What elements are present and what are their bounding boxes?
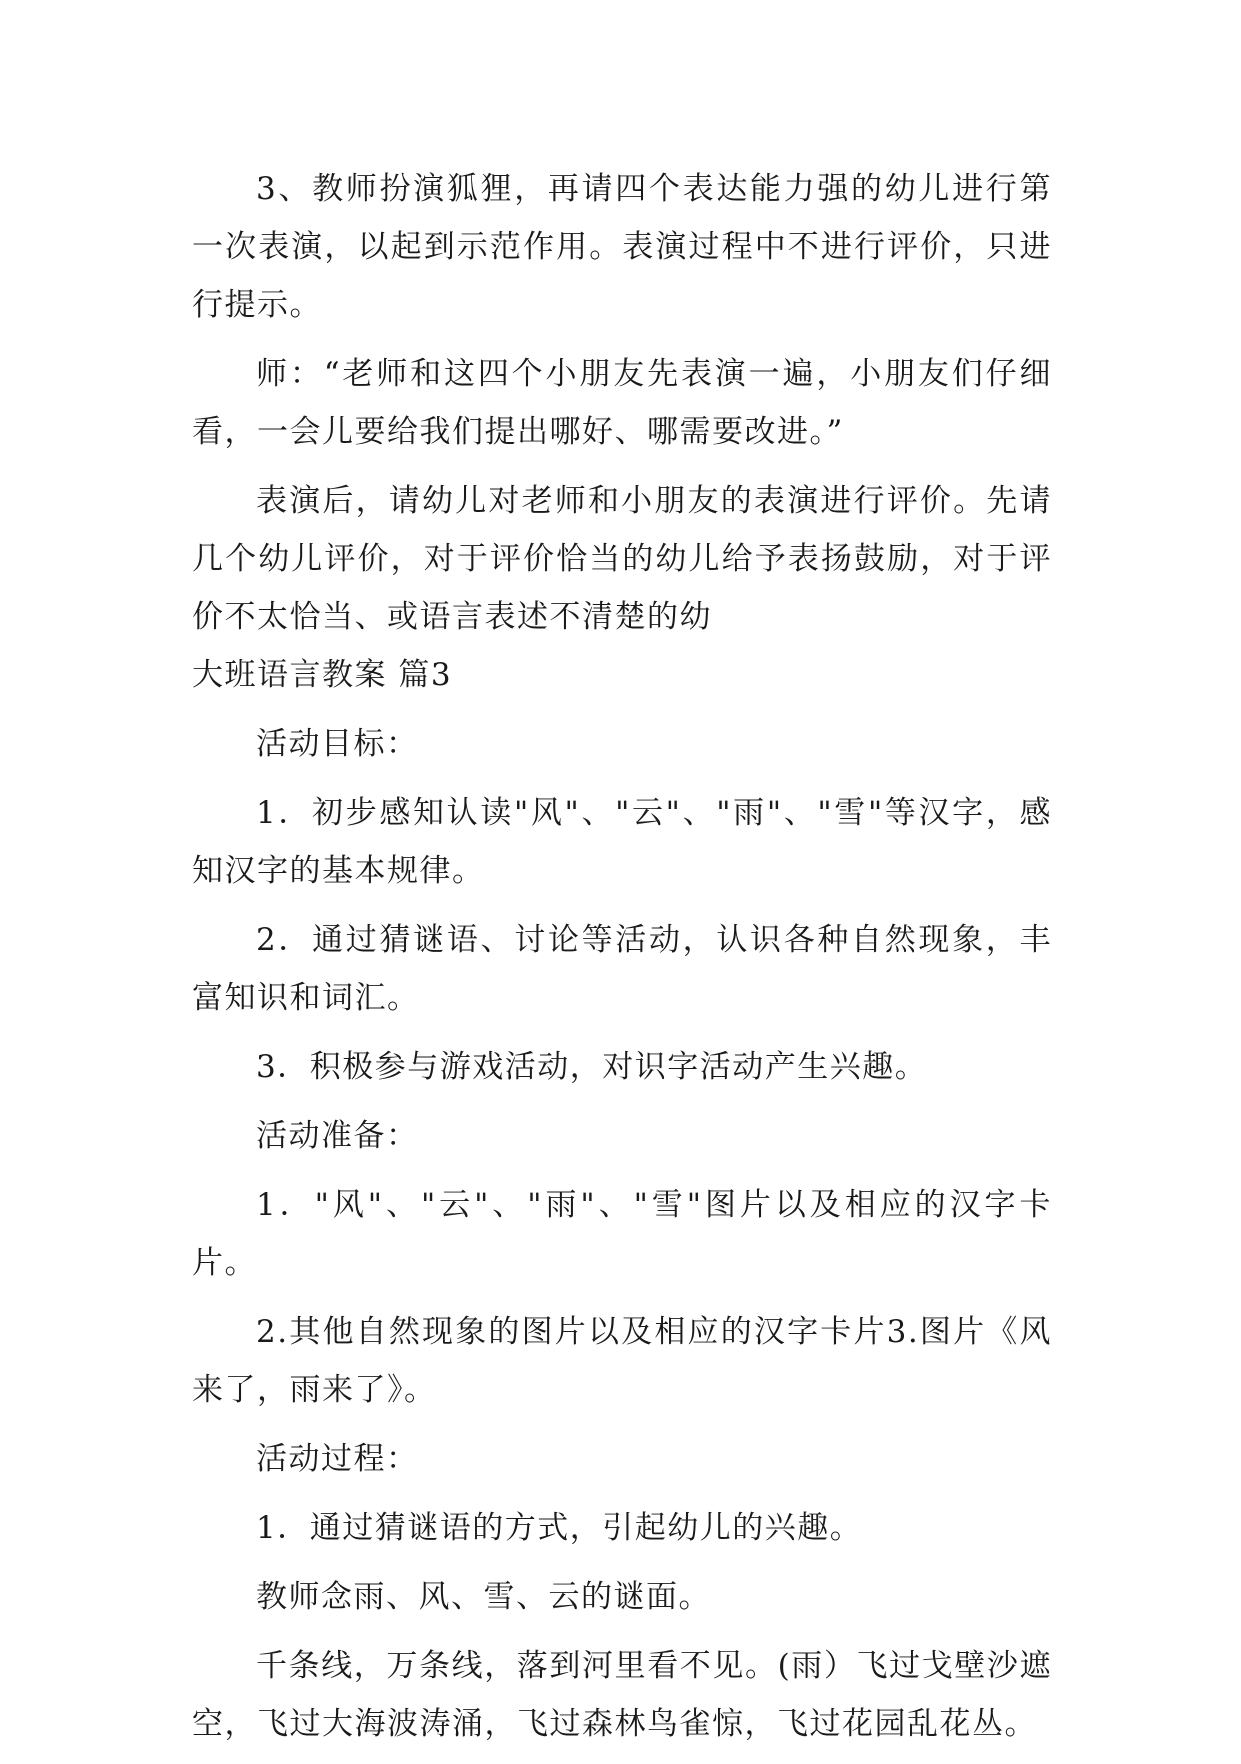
process-item-1: 1．通过猜谜语的方式，引起幼儿的兴趣。	[256, 1510, 863, 1546]
subheading-process: 活动过程：	[256, 1441, 419, 1477]
goal-item-1: 1．初步感知认读"风"、"云"、"雨"、"雪"等汉字，感知汉字的基本规律。	[192, 795, 1052, 889]
preparation-item-2: 2.其他自然现象的图片以及相应的汉字卡片3.图片《风来了，雨来了》。	[192, 1314, 1052, 1408]
subheading-preparation: 活动准备：	[256, 1118, 419, 1154]
goal-item-2: 2．通过猜谜语、讨论等活动，认识各种自然现象，丰富知识和词汇。	[192, 922, 1052, 1016]
goal-item-3: 3．积极参与游戏活动，对识字活动产生兴趣。	[256, 1049, 928, 1085]
riddle-intro: 教师念雨、风、雪、云的谜面。	[256, 1579, 711, 1615]
riddle-text: 千条线，万条线，落到河里看不见。(雨）飞过戈壁沙遮空，飞过大海波涛涌，飞过森林鸟雀惊，飞过花园乱花丛。	[192, 1648, 1052, 1742]
paragraph-evaluation: 表演后，请幼儿对老师和小朋友的表演进行评价。先请几个幼儿评价，对于评价恰当的幼儿给予表扬鼓励，对于评价不太恰当、或语言表述不清楚的幼	[192, 483, 1052, 635]
subheading-goals: 活动目标：	[256, 726, 419, 762]
section-heading: 大班语言教案 篇3	[192, 657, 453, 693]
document-page	[192, 160, 1052, 1764]
paragraph-teacher-speech: 师：“老师和这四个小朋友先表演一遍，小朋友们仔细看，一会儿要给我们提出哪好、哪需要改进。”	[192, 356, 1052, 450]
paragraph-teacher-plays-fox: 3、教师扮演狐狸，再请四个表达能力强的幼儿进行第一次表演，以起到示范作用。表演过程中不进行评价，只进行提示。	[192, 171, 1052, 323]
preparation-item-1: 1．"风"、"云"、"雨"、"雪"图片以及相应的汉字卡片。	[192, 1187, 1052, 1281]
